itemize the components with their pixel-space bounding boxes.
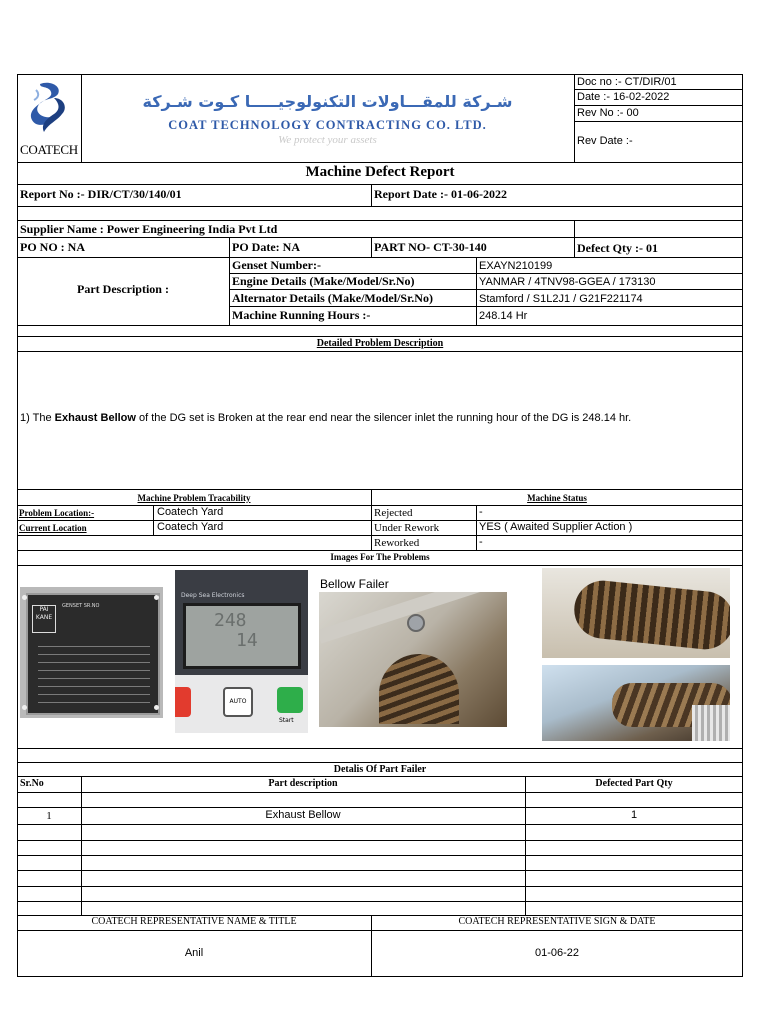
- panel-display-reading-2: 14: [236, 630, 258, 651]
- status-reworked-value: -: [479, 536, 483, 548]
- problem-location-label: Problem Location:-: [19, 508, 95, 518]
- divider: [17, 162, 743, 163]
- genset-number-value: EXAYN210199: [479, 260, 553, 272]
- po-no: PO NO : NA: [20, 240, 85, 254]
- panel-display: [183, 603, 301, 669]
- images-heading: Images For The Problems: [330, 552, 430, 562]
- running-hours-label: Machine Running Hours :-: [232, 308, 371, 322]
- nameplate-plate: [26, 593, 160, 715]
- panel-brand: Deep Sea Electronics: [181, 592, 245, 599]
- representative-sign-date: 01-06-22: [534, 947, 580, 959]
- divider: [476, 257, 477, 325]
- divider: [574, 105, 743, 106]
- engine-details-label: Engine Details (Make/Model/Sr.No): [232, 274, 415, 288]
- problem-description-text: 1) The Exhaust Bellow of the DG set is Broken at the rear end near the silencer inlet the running hour of the DG is 248.14 hr.: [20, 412, 632, 424]
- divider: [574, 74, 575, 162]
- current-location-value: Coatech Yard: [157, 521, 224, 533]
- representative-name: Anil: [184, 947, 204, 959]
- divider: [17, 220, 743, 221]
- divider: [17, 748, 743, 749]
- screw-icon: [22, 595, 27, 600]
- auto-button-icon: AUTO: [223, 687, 253, 717]
- stop-button-icon: [175, 687, 191, 717]
- divider: [17, 336, 743, 337]
- divider: [17, 351, 743, 352]
- bellow-shape: [571, 578, 730, 652]
- divider: [17, 550, 743, 551]
- report-date: Report Date :- 01-06-2022: [374, 187, 507, 201]
- bellow-closeup-photo-2: [542, 665, 730, 741]
- divider: [17, 184, 743, 185]
- problem-description-heading: Detailed Problem Description: [316, 338, 444, 349]
- divider: [17, 840, 743, 841]
- divider: [17, 505, 743, 506]
- nameplate-photo: [20, 587, 163, 718]
- divider: [17, 855, 743, 856]
- company-tagline: We protect your assets: [278, 134, 377, 146]
- status-rejected-value: -: [479, 506, 483, 518]
- col-srno: Sr.No: [20, 778, 44, 789]
- bellow-failer-photo: [319, 592, 507, 727]
- divider: [17, 237, 743, 238]
- alternator-details-label: Alternator Details (Make/Model/Sr.No): [232, 291, 433, 305]
- divider: [17, 870, 743, 871]
- screw-icon: [154, 705, 159, 710]
- table-row-srno: 1: [46, 810, 52, 822]
- divider: [17, 930, 743, 931]
- machine-status-heading: Machine Status: [527, 493, 587, 503]
- divider: [17, 824, 743, 825]
- panel-display-reading: 248: [214, 610, 247, 631]
- genset-number-label: Genset Number:-: [232, 258, 321, 272]
- alternator-details-value: Stamford / S1L2J1 / G21F221174: [479, 293, 643, 305]
- start-button-icon: [277, 687, 303, 713]
- status-reworked-label: Reworked: [374, 537, 420, 549]
- current-location-label: Current Location: [19, 523, 87, 533]
- divider: [229, 289, 743, 290]
- bolt-icon: [407, 614, 425, 632]
- divider: [574, 220, 575, 237]
- start-button-label: Start: [279, 717, 294, 724]
- doc-no: Doc no :- CT/DIR/01: [577, 76, 677, 88]
- status-under-rework-value: YES ( Awaited Supplier Action ): [479, 521, 633, 533]
- divider: [574, 237, 575, 257]
- col-defected-qty: Defected Part Qty: [595, 778, 673, 789]
- screw-icon: [22, 705, 27, 710]
- divider: [229, 237, 230, 325]
- coatech-logo-icon: [24, 80, 72, 138]
- divider: [17, 325, 743, 326]
- divider: [525, 776, 526, 915]
- divider: [371, 237, 372, 257]
- divider: [476, 505, 477, 550]
- part-no: PART NO- CT-30-140: [374, 240, 487, 254]
- supplier-name: Supplier Name : Power Engineering India Pvt Ltd: [20, 222, 278, 236]
- status-under-rework-label: Under Rework: [374, 522, 440, 534]
- grille-shape: [692, 705, 730, 741]
- divider: [17, 520, 743, 521]
- failer-table-heading: Detalis Of Part Failer: [333, 764, 427, 775]
- table-row-qty: 1: [630, 809, 638, 821]
- divider: [17, 535, 743, 536]
- nameplate-logo: PAI KANE: [32, 605, 56, 633]
- company-name-arabic: شـركة للمقـــاولات التكنولوجيـــــا كـوت شـركة: [142, 92, 513, 111]
- doc-date: Date :- 16-02-2022: [577, 91, 670, 103]
- defective-part-name: Exhaust Bellow: [54, 412, 136, 424]
- divider: [17, 206, 743, 207]
- divider: [17, 565, 743, 566]
- bellow-failer-caption: Bellow Failer: [320, 577, 389, 594]
- divider: [574, 121, 743, 122]
- divider: [17, 807, 743, 808]
- page-title: Machine Defect Report: [305, 164, 455, 180]
- running-hours-value: 248.14 Hr: [479, 310, 528, 322]
- logo-text: COATECH: [20, 142, 78, 157]
- divider: [17, 886, 743, 887]
- screw-icon: [154, 595, 159, 600]
- table-row-description: Exhaust Bellow: [265, 809, 341, 821]
- col-part-description: Part description: [268, 778, 338, 789]
- divider: [17, 762, 743, 763]
- divider: [17, 257, 743, 258]
- report-no: Report No :- DIR/CT/30/140/01: [20, 187, 182, 201]
- control-panel-photo: [175, 570, 308, 733]
- nameplate-table: [38, 639, 150, 705]
- divider: [371, 184, 372, 206]
- divider: [17, 792, 743, 793]
- divider: [229, 306, 743, 307]
- panel-buttons-area: [175, 675, 308, 733]
- status-rejected-label: Rejected: [374, 507, 413, 519]
- bellow-closeup-photo-1: [542, 568, 730, 658]
- divider: [574, 89, 743, 90]
- rev-no: Rev No :- 00: [577, 107, 639, 119]
- divider: [17, 901, 743, 902]
- engine-details-value: YANMAR / 4TNV98-GGEA / 173130: [479, 276, 656, 288]
- part-description-label: Part Description :: [77, 282, 169, 296]
- problem-location-value: Coatech Yard: [157, 506, 224, 518]
- rev-date: Rev Date :-: [577, 135, 633, 147]
- representative-sign-heading: COATECH REPRESENTATIVE SIGN & DATE: [458, 916, 656, 927]
- po-date: PO Date: NA: [232, 240, 300, 254]
- nameplate-heading: GENSET SR.NO: [62, 603, 100, 609]
- company-name-english: COAT TECHNOLOGY CONTRACTING CO. LTD.: [168, 118, 487, 132]
- divider: [17, 489, 743, 490]
- defect-qty: Defect Qty :- 01: [577, 241, 658, 255]
- divider: [17, 776, 743, 777]
- tracability-heading: Machine Problem Tracability: [137, 493, 251, 503]
- divider: [81, 776, 82, 915]
- bellow-shape: [379, 654, 459, 724]
- representative-name-heading: COATECH REPRESENTATIVE NAME & TITLE: [91, 916, 297, 927]
